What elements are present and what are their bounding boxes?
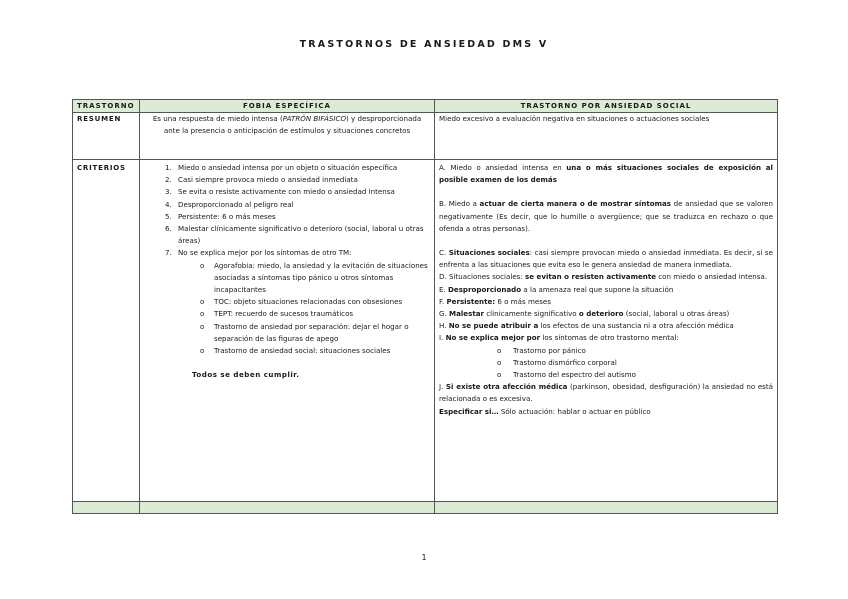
fobia-criterio: 1. Miedo o ansiedad intensa por un objeto o situación específica (174, 162, 430, 174)
footer-cell (140, 502, 435, 514)
footer-cell (73, 502, 140, 514)
social-subitem: o Trastorno por pánico (497, 345, 773, 357)
social-criterio-d: D. Situaciones sociales: se evitan o resisten activamente con miedo o ansiedad intensa. (439, 272, 768, 282)
header-fobia-especifica: FOBIA ESPECÍFICA (140, 100, 435, 113)
fobia-criterio: 7. No se explica mejor por los síntomas de otro TM: o Agorafobia: miedo, la ansiedad y la evitación de situaciones asociadas a síntomas tipo pánico u otros síntomas incapacitantes o TOC: objeto situaciones relacionadas con obsesiones o TEPT: recuerdo de sucesos traumáticos o Trastorno de ansiedad por separación: dejar el hogar o separación de las figuras de apego o Trastorno de ansiedad social: situaciones sociales (174, 247, 430, 357)
social-criterio-g: G. Malestar clínicamente significativo o deterioro (social, laboral u otras áreas) (439, 309, 730, 319)
table-footer-row (73, 502, 778, 514)
resumen-label: RESUMEN (73, 113, 140, 160)
document-title: TRASTORNOS DE ANSIEDAD DMS V (299, 39, 549, 50)
fobia-subitem: o Trastorno de ansiedad social: situaciones sociales (200, 345, 430, 357)
social-subitem: o Trastorno del espectro del autismo (497, 369, 773, 381)
fobia-criterios (140, 160, 435, 502)
social-criterios (435, 160, 778, 502)
fobia-criterio: 4. Desproporcionado al peligro real (174, 199, 430, 211)
footer-cell (435, 502, 778, 514)
criterios-label: CRITERIOS (73, 160, 140, 502)
social-resumen: Miedo excesivo a evaluación negativa en situaciones o actuaciones sociales (435, 113, 778, 160)
social-criterio-a: A. Miedo o ansiedad intensa en una o más situaciones sociales de exposición al posible examen de los demás (439, 163, 773, 185)
fobia-subitem: o Agorafobia: miedo, la ansiedad y la evitación de situaciones asociadas a síntomas tipo pánico u otros síntomas incapacitantes (200, 260, 430, 297)
social-criterio-b: B. Miedo a actuar de cierta manera o de mostrar síntomas de ansiedad que se valoren negativamente (Es decir, que lo humille o avergüence; que se traduzca en rechazo o que ofenda a otras personas). (439, 199, 773, 233)
resumen-row (73, 113, 778, 160)
fobia-subitem: o Trastorno de ansiedad por separación: dejar el hogar o separación de las figuras de apego (200, 321, 430, 345)
social-especificar: Especificar si… Sólo actuación: hablar o actuar en público (439, 406, 651, 416)
table-header-row (73, 100, 778, 113)
social-criterio-i-list (439, 345, 773, 382)
fobia-must-note: Todos se deben cumplir. (192, 370, 300, 380)
header-ansiedad-social: TRASTORNO POR ANSIEDAD SOCIAL (435, 100, 778, 113)
fobia-subitem: o TOC: objeto situaciones relacionadas con obsesiones (200, 296, 430, 308)
header-trastorno: TRASTORNO (73, 100, 140, 113)
fobia-criterio: 5. Persistente: 6 o más meses (174, 211, 430, 223)
social-criterio-j: J. Si existe otra afección médica (parkinson, obesidad, desfiguración) la ansiedad no está relacionada o es excesiva. (439, 382, 774, 404)
fobia-resumen: Es una respuesta de miedo intensa (PATRÓN BIFÁSICO) y desproporcionada ante la presencia o anticipación de estímulos y situaciones concretos (140, 113, 435, 160)
criterios-row (73, 160, 778, 502)
social-subitem: o Trastorno dismórfico corporal (497, 357, 773, 369)
social-criterio-h: H. No se puede atribuir a los efectos de una sustancia ni a otra afección médica (439, 321, 734, 331)
page-number: 1 (421, 553, 427, 562)
fobia-criterio: 3. Se evita o resiste activamente con miedo o ansiedad intensa (174, 186, 430, 198)
social-criterio-c: C. Situaciones sociales: casi siempre provocan miedo o ansiedad inmediata. Es decir, si se enfrenta a las situaciones que evita eso le genera ansiedad de manera inmediata. (439, 248, 773, 270)
social-criterio-e: E. Desproporcionado a la amenaza real que supone la situación (439, 284, 674, 294)
social-criterio-f: F. Persistente: 6 o más meses (439, 296, 551, 306)
anxiety-disorders-table (72, 99, 778, 514)
fobia-criterio: 2. Casi siempre provoca miedo o ansiedad inmediata (174, 174, 430, 186)
fobia-criterio: 6. Malestar clínicamente significativo o deterioro (social, laboral u otras áreas) (174, 223, 430, 247)
fobia-subitem: o TEPT: recuerdo de sucesos traumáticos (200, 308, 430, 320)
social-criterio-i: I. No se explica mejor por los síntomas de otro trastorno mental: (439, 333, 679, 343)
